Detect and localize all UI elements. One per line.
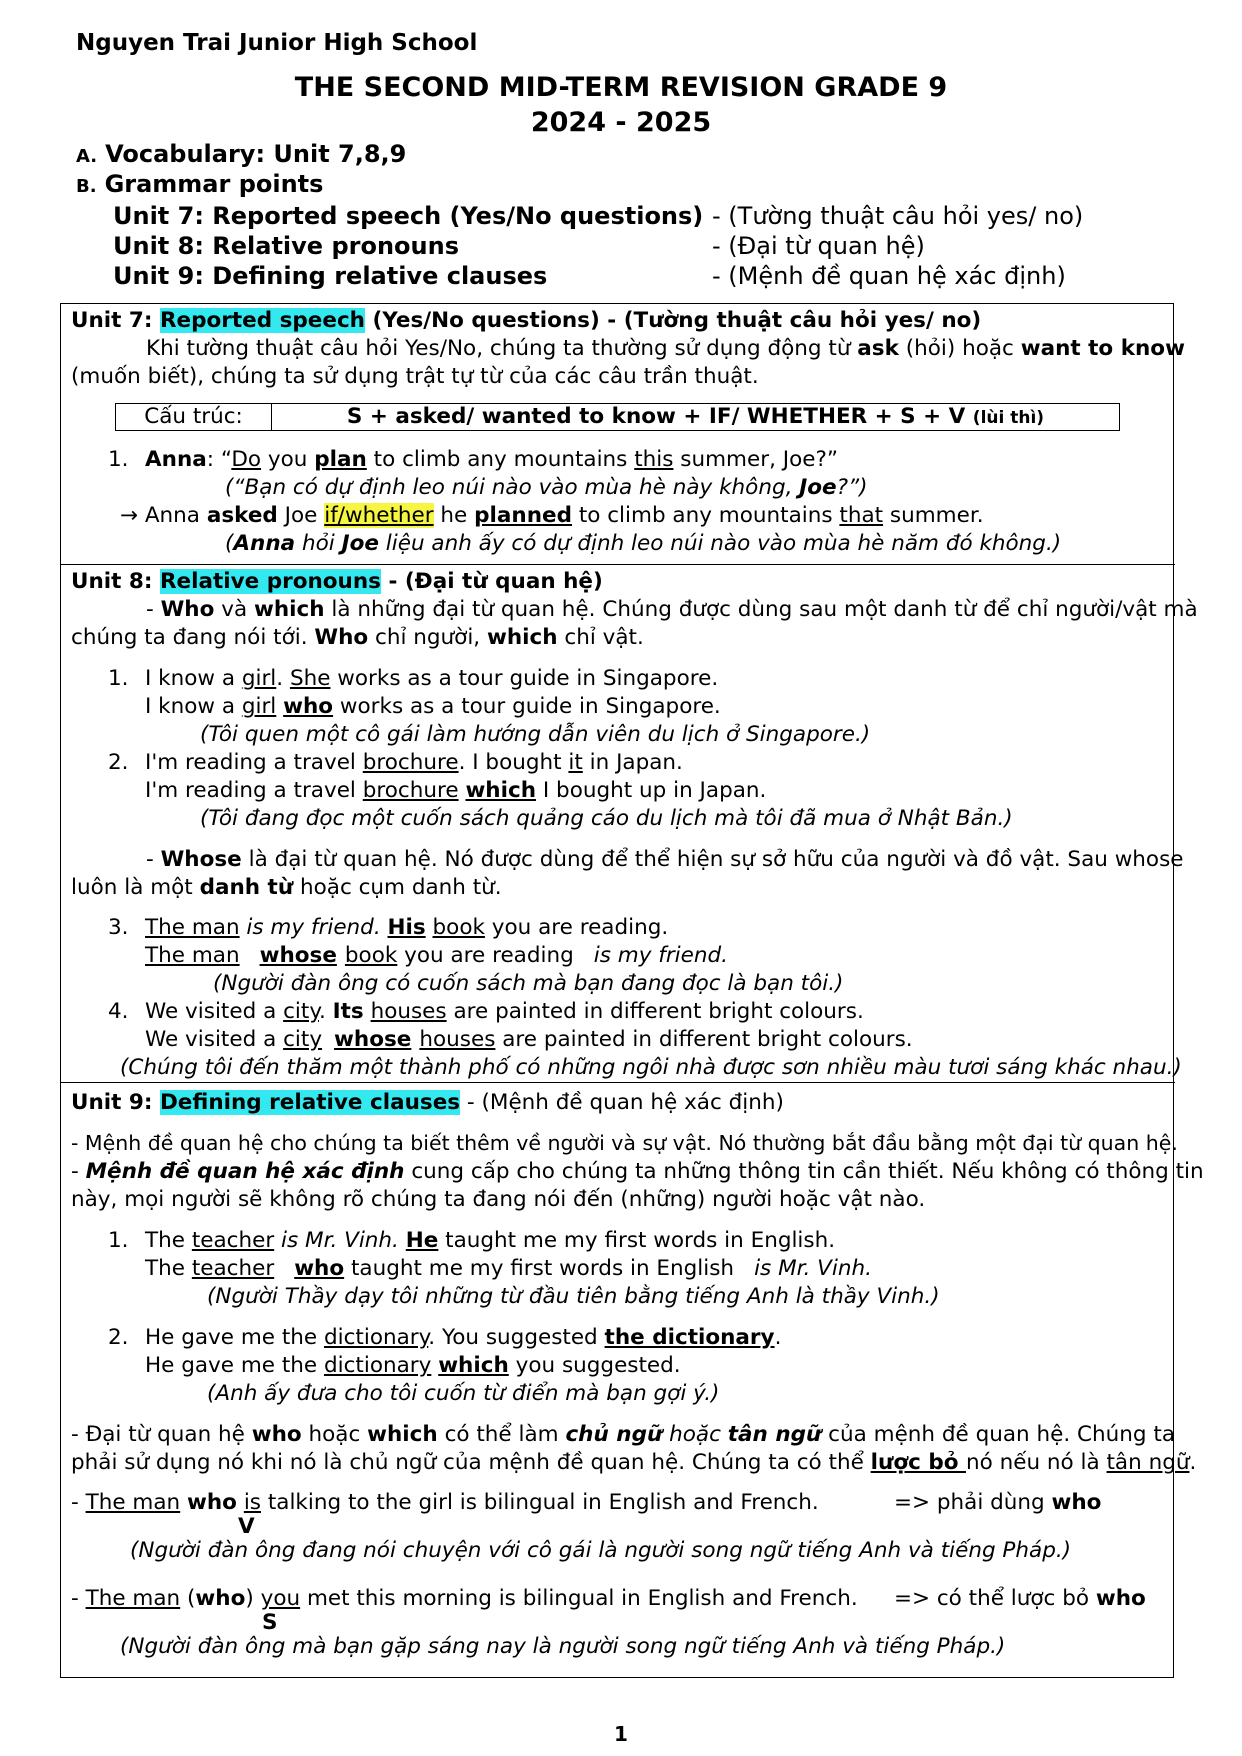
- u9-s2-note-who: who: [1095, 1586, 1146, 1611]
- u8-e1-a: I know a: [145, 666, 242, 691]
- u9-s1-is: is: [243, 1490, 261, 1515]
- u9-e2: [145, 1325, 781, 1350]
- u8-e1r-girl: girl: [241, 694, 277, 719]
- u9-s2: [71, 1586, 858, 1611]
- rep-planned: planned: [474, 503, 572, 528]
- rep-asked: asked: [206, 503, 278, 528]
- u8-e3r-friend: is my friend.: [593, 943, 728, 968]
- u8-e2r-a: I'm reading a travel: [145, 778, 363, 803]
- u8-e1r-who: who: [283, 694, 334, 719]
- u9-e1-he: He: [405, 1228, 439, 1253]
- u8-p1a: -: [146, 597, 161, 622]
- rep-c: he: [433, 503, 475, 528]
- u8-p4-danhtu: danh từ: [199, 875, 294, 900]
- u9-s1: [71, 1490, 819, 1515]
- unit7-example: [145, 447, 838, 472]
- unit8-heading-prefix: Unit 8:: [71, 569, 160, 594]
- unit9-explanation-2: [71, 1159, 1204, 1184]
- unit7-example-num: 1.: [108, 447, 129, 472]
- u9-e2-b: . You suggested: [428, 1325, 605, 1350]
- rep-e: summer.: [883, 503, 984, 528]
- u8-e3-friend: is my friend.: [246, 915, 381, 940]
- ex-vi-joe: Joe: [799, 475, 837, 500]
- u9-p4b: hoặc: [301, 1422, 368, 1447]
- u8-e4r-city: city: [283, 1027, 323, 1052]
- unit9-rule-2: [71, 1450, 1196, 1475]
- u8-e1-b: .: [276, 666, 290, 691]
- u9-s2-note-text: => có thể lược bỏ: [894, 1586, 1096, 1611]
- u8-e2-brochure: brochure: [362, 750, 459, 775]
- u8-e3-num: 3.: [108, 915, 129, 940]
- u9-s2c: ): [245, 1586, 261, 1611]
- u9-p2c: cung cấp cho chúng ta những thông tin cần thiết. Nếu không có thông tin: [404, 1159, 1204, 1184]
- u8-e2-vi: (Tôi đang đọc một cuốn sách quảng cáo du lịch mà tôi đã mua ở Nhật Bản.): [200, 806, 1013, 831]
- section-b: [76, 170, 323, 198]
- u9-s1c: [237, 1490, 244, 1515]
- unit9-heading-rest: - (Mệnh đề quan hệ xác định): [460, 1090, 784, 1115]
- u8-e3-man: The man: [145, 915, 240, 940]
- u8-e2r-which: which: [465, 778, 537, 803]
- u9-p5c: nó nếu nó là: [965, 1450, 1107, 1475]
- unit8-explanation-1: [146, 597, 1198, 622]
- u9-e2r-which: which: [438, 1353, 509, 1378]
- unit7-p1-ask: ask: [857, 336, 899, 361]
- u9-s1-note: [894, 1490, 1101, 1515]
- unit7-p1a: Khi tường thuật câu hỏi Yes/No, chúng ta thường sử dụng động từ: [146, 336, 858, 361]
- section-b-letter: B.: [76, 176, 97, 197]
- u8-e4-c: [364, 999, 371, 1024]
- rep-vi-a: (: [225, 531, 234, 556]
- grammar-point-2: Unit 8: Relative pronouns: [113, 232, 459, 260]
- unit9-heading-highlight: Defining relative clauses: [159, 1090, 461, 1115]
- rep-if: if/whether: [324, 503, 434, 528]
- u9-e1-a: The: [145, 1228, 192, 1253]
- u8-e1-girl: girl: [241, 666, 277, 691]
- u8-e4: [145, 999, 864, 1024]
- u9-e1-num: 1.: [108, 1228, 129, 1253]
- u9-e1-teacher: teacher: [191, 1228, 275, 1253]
- ex-do: Do: [231, 447, 262, 472]
- u8-e4r-b: are painted in different bright colours.: [495, 1027, 913, 1052]
- u9-e2r-a: He gave me the: [145, 1353, 324, 1378]
- u9-p5a: phải sử dụng nó khi nó là chủ ngữ của mệnh đề quan hệ. Chúng ta có thể: [71, 1450, 871, 1475]
- u9-s2d: met this morning is bilingual in English and French.: [300, 1586, 858, 1611]
- unit7-explanation-1: [146, 336, 1185, 361]
- u9-e1: [145, 1228, 835, 1253]
- section-a-text: Vocabulary: Unit 7,8,9: [105, 140, 407, 168]
- u8-e4-b: .: [318, 999, 333, 1024]
- u9-s2-you: you: [260, 1586, 301, 1611]
- u9-e1r-b: taught me my first words in English: [344, 1256, 735, 1281]
- u8-e3r: [145, 943, 728, 968]
- u8-e2-b: . I bought: [458, 750, 569, 775]
- u8-e4-its: Its: [332, 999, 364, 1024]
- school-year: 2024 - 2025: [530, 107, 712, 138]
- unit7-explanation-2: (muốn biết), chúng ta sử dụng trật tự từ của các câu trần thuật.: [71, 364, 759, 389]
- u9-e2r-c: you suggested.: [508, 1353, 681, 1378]
- u8-p3b: là đại từ quan hệ. Nó được dùng để thể hiện sự sở hữu của người và đồ vật. Sau whose: [241, 847, 1184, 872]
- unit7-heading: [71, 308, 981, 333]
- formula-label: Cấu trúc:: [116, 404, 272, 430]
- u9-p2a: -: [71, 1159, 86, 1184]
- u9-e1r-a: The: [145, 1256, 192, 1281]
- u8-e1-num: 1.: [108, 666, 129, 691]
- u9-p2-term: Mệnh đề quan hệ xác định: [85, 1159, 405, 1184]
- u9-e2r-dict: dictionary: [323, 1353, 432, 1378]
- u9-e1-b: [274, 1228, 281, 1253]
- u8-p1-which: which: [253, 597, 325, 622]
- u8-e3-book: book: [432, 915, 485, 940]
- u9-s2-vi: (Người đàn ông mà bạn gặp sáng nay là người song ngữ tiếng Anh và tiếng Pháp.): [120, 1634, 1006, 1659]
- u8-e1-c: works as a tour guide in Singapore.: [330, 666, 719, 691]
- rep-that: that: [839, 503, 884, 528]
- rep-a: → Anna: [120, 503, 207, 528]
- u9-p4-who: who: [251, 1422, 302, 1447]
- u8-e3r-a: you are reading: [397, 943, 574, 968]
- u9-e1r-who: who: [294, 1256, 345, 1281]
- u9-s1-verb-marker: V: [238, 1514, 255, 1539]
- u8-e3-vi: (Người đàn ông có cuốn sách mà bạn đang đọc là bạn tôi.): [213, 971, 844, 996]
- u8-e2-c: in Japan.: [582, 750, 683, 775]
- divider-unit9: [60, 1082, 1175, 1083]
- ex-b: you: [261, 447, 315, 472]
- u8-p2-which: which: [486, 625, 558, 650]
- unit9-heading-prefix: Unit 9:: [71, 1090, 160, 1115]
- u8-e1-vi: (Tôi quen một cô gái làm hướng dẫn viên du lịch ở Singapore.): [200, 722, 871, 747]
- u8-e2r-brochure: brochure: [362, 778, 459, 803]
- u9-e2-num: 2.: [108, 1325, 129, 1350]
- unit9-heading: [71, 1090, 784, 1115]
- u9-s1-man: The man: [85, 1490, 181, 1515]
- grammar-point-1: Unit 7: Reported speech (Yes/No questions): [113, 202, 704, 230]
- unit9-rule-1: [71, 1422, 1175, 1447]
- grammar-point-3-vi: - (Mệnh đề quan hệ xác định): [712, 262, 1066, 290]
- u9-p5e: .: [1189, 1450, 1197, 1475]
- u9-s2-note: [894, 1586, 1146, 1611]
- u9-s2-who: who: [195, 1586, 246, 1611]
- rep-vi-c: liệu anh ấy có dự định leo núi nào vào mùa hè năm đó không.): [378, 531, 1062, 556]
- u8-e2: [145, 750, 683, 775]
- u9-p4c: có thể làm: [437, 1422, 566, 1447]
- u8-e2r: [145, 778, 766, 803]
- u8-e4-a: We visited a: [145, 999, 284, 1024]
- u9-p4e: của mệnh đề quan hệ. Chúng ta: [821, 1422, 1176, 1447]
- section-a-letter: A.: [76, 146, 98, 167]
- u9-e2-a: He gave me the: [145, 1325, 324, 1350]
- section-a: [76, 140, 406, 168]
- u8-e4r-houses: houses: [419, 1027, 496, 1052]
- u8-e3r-man: The man: [145, 943, 240, 968]
- ex-vi-b: ?”): [836, 475, 868, 500]
- unit8-heading: [71, 569, 603, 594]
- u8-e4-d: are painted in different bright colours.: [446, 999, 864, 1024]
- u8-e4-num: 4.: [108, 999, 129, 1024]
- u8-e2-a: I'm reading a travel: [145, 750, 363, 775]
- rep-vi-b: hỏi: [295, 531, 342, 556]
- u8-p4b: hoặc cụm danh từ.: [293, 875, 502, 900]
- unit8-whose-2: [71, 875, 502, 900]
- u8-e4r: [145, 1027, 913, 1052]
- u9-s2b: (: [180, 1586, 196, 1611]
- u9-s1a: -: [71, 1490, 86, 1515]
- u9-e2-dict: dictionary: [323, 1325, 429, 1350]
- ex-a: : “: [206, 447, 232, 472]
- u8-e3-c: [426, 915, 433, 940]
- u9-e2-c: .: [774, 1325, 782, 1350]
- u9-s1d: talking to the girl is bilingual in English and French.: [261, 1490, 819, 1515]
- unit8-explanation-2: [71, 625, 644, 650]
- grammar-point-1-vi: - (Tường thuật câu hỏi yes/ no): [712, 202, 1084, 230]
- u9-e2r: [145, 1353, 681, 1378]
- u8-p1c: là những đại từ quan hệ. Chúng được dùng sau một danh từ để chỉ người/vật mà: [324, 597, 1198, 622]
- u8-e4-vi: (Chúng tôi đến thăm một thành phố có những ngôi nhà được sơn nhiều màu tươi sáng khác nhau.): [120, 1055, 1182, 1080]
- u9-e1-vi: (Người Thầy dạy tôi những từ đầu tiên bằng tiếng Anh là thầy Vinh.): [207, 1284, 940, 1309]
- u8-e1r-a: I know a: [145, 694, 242, 719]
- u8-p3a: -: [146, 847, 161, 872]
- u8-e1: [145, 666, 718, 691]
- u8-e2r-c: I bought up in Japan.: [536, 778, 767, 803]
- u9-s1-note-who: who: [1051, 1490, 1102, 1515]
- u8-p3-whose: Whose: [160, 847, 242, 872]
- unit7-p1-want: want to know: [1020, 336, 1185, 361]
- u9-s1-vi: (Người đàn ông đang nói chuyện với cô gái là người song ngữ tiếng Anh và tiếng Pháp.): [130, 1538, 1072, 1563]
- u8-p4a: luôn là một: [71, 875, 200, 900]
- u9-s1b: [180, 1490, 187, 1515]
- ex-c: to climb any mountains: [366, 447, 635, 472]
- u8-e4-houses: houses: [370, 999, 447, 1024]
- u8-e2-it: it: [568, 750, 583, 775]
- u9-e1r: [145, 1256, 872, 1281]
- unit7-reported: [120, 503, 984, 528]
- u8-e2-num: 2.: [108, 750, 129, 775]
- u8-p2a: chúng ta đang nói tới.: [71, 625, 315, 650]
- rep-vi-joe: Joe: [341, 531, 379, 556]
- u9-e1r-vinh: is Mr. Vinh.: [754, 1256, 872, 1281]
- u9-e2-vi: (Anh ấy đưa cho tôi cuốn từ điển mà bạn gợi ý.): [207, 1381, 720, 1406]
- rep-d: to climb any mountains: [571, 503, 840, 528]
- u9-p4-which: which: [367, 1422, 438, 1447]
- u8-p2-who: Who: [314, 625, 369, 650]
- formula-note: (lùi thì): [972, 408, 1045, 428]
- formula: [272, 404, 1119, 430]
- document-title: THE SECOND MID-TERM REVISION GRADE 9: [294, 72, 948, 103]
- u9-p4-tanngu: tân ngữ: [727, 1422, 822, 1447]
- u8-p1b: và: [214, 597, 254, 622]
- u8-e1r: [145, 694, 721, 719]
- unit7-heading-prefix: Unit 7:: [71, 308, 160, 333]
- u8-e4r-a: We visited a: [145, 1027, 284, 1052]
- school-name: Nguyen Trai Junior High School: [76, 30, 478, 56]
- u9-p5-tanngu: tân ngữ: [1106, 1450, 1190, 1475]
- section-b-text: Grammar points: [104, 170, 324, 198]
- unit7-heading-highlight: Reported speech: [159, 308, 365, 333]
- unit8-heading-highlight: Relative pronouns: [159, 569, 381, 594]
- grammar-point-3: Unit 9: Defining relative clauses: [113, 262, 548, 290]
- u8-p2b: chỉ người,: [368, 625, 487, 650]
- u8-e3: [145, 915, 668, 940]
- unit9-explanation-3: này, mọi người sẽ không rõ chúng ta đang nói đến (những) người hoặc vật nào.: [71, 1187, 926, 1212]
- ex-plan: plan: [314, 447, 367, 472]
- u8-e1-she: She: [289, 666, 331, 691]
- rep-b: Joe: [277, 503, 325, 528]
- rep-vi-anna: Anna: [233, 531, 296, 556]
- u9-p4a: - Đại từ quan hệ: [71, 1422, 252, 1447]
- u9-p5-omit: lược bỏ: [870, 1450, 966, 1475]
- unit7-formula-box: [115, 403, 1120, 431]
- u8-e4-city: city: [283, 999, 319, 1024]
- divider-unit8: [60, 564, 1175, 565]
- u9-s1-note-text: => phải dùng: [894, 1490, 1052, 1515]
- u8-e3-d: you are reading.: [484, 915, 669, 940]
- u8-e3r-book: book: [344, 943, 398, 968]
- u9-e1-d: taught me my first words in English.: [438, 1228, 836, 1253]
- unit8-whose-1: [146, 847, 1184, 872]
- u9-e1-c: [399, 1228, 406, 1253]
- unit9-explanation-1: - Mệnh đề quan hệ cho chúng ta biết thêm về người và sự vật. Nó thường bắt đầu bằng một đại từ quan hệ.: [71, 1131, 1178, 1155]
- u9-s1-who: who: [187, 1490, 237, 1515]
- unit7-reported-vi: [225, 531, 1061, 556]
- u8-e3-b: [381, 915, 388, 940]
- u8-p1-who: Who: [160, 597, 215, 622]
- u9-e1r-teacher: teacher: [191, 1256, 275, 1281]
- u8-e3-his: His: [387, 915, 426, 940]
- u8-p2c: chỉ vật.: [557, 625, 644, 650]
- u9-s2-subject-marker: S: [262, 1610, 278, 1635]
- ex-this: this: [634, 447, 674, 472]
- unit7-example-vi: [225, 475, 868, 500]
- u8-e3r-whose: whose: [259, 943, 337, 968]
- u8-e4r-whose: whose: [334, 1027, 412, 1052]
- unit8-heading-rest: - (Đại từ quan hệ): [380, 569, 603, 594]
- page-number: 1: [614, 1722, 628, 1746]
- u9-e2-thedict: the dictionary: [604, 1325, 775, 1350]
- ex-d: summer, Joe?”: [673, 447, 839, 472]
- unit7-heading-rest: (Yes/No questions) - (Tường thuật câu hỏi yes/ no): [365, 308, 982, 333]
- u9-s2-man: The man: [85, 1586, 181, 1611]
- grammar-point-2-vi: - (Đại từ quan hệ): [712, 232, 925, 260]
- u8-e1r-c: works as a tour guide in Singapore.: [333, 694, 721, 719]
- ex-anna: Anna: [145, 447, 207, 472]
- u9-p4-chungu: chủ ngữ: [565, 1422, 663, 1447]
- u9-e1-vinh: is Mr. Vinh.: [281, 1228, 399, 1253]
- ex-vi-a: (“Bạn có dự định leo núi nào vào mùa hè này không,: [225, 475, 800, 500]
- unit7-p1c: (hỏi) hoặc: [898, 336, 1021, 361]
- u9-s2a: -: [71, 1586, 86, 1611]
- u9-p4d: hoặc: [662, 1422, 728, 1447]
- formula-text: S + asked/ wanted to know + IF/ WHETHER + S + V: [346, 404, 966, 429]
